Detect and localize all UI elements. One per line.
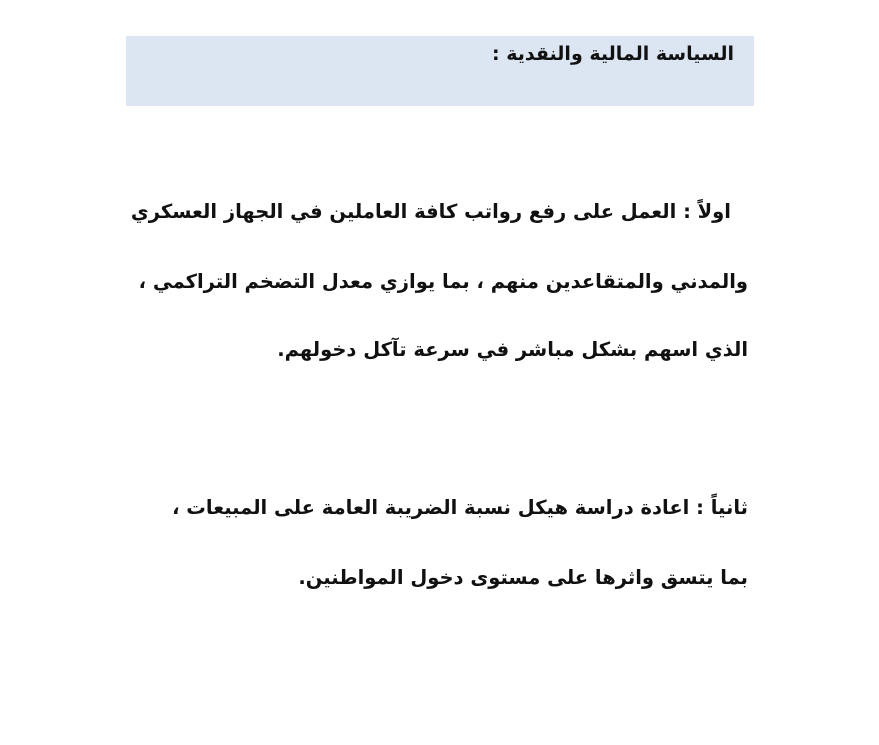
paragraph-2-line-1: ثانياً : اعادة دراسة هيكل نسبة الضريبة العامة على المبيعات ،	[172, 496, 748, 519]
section-heading-box	[126, 36, 754, 106]
section-heading: السياسة المالية والنقدية :	[492, 43, 734, 65]
paragraph-1-line-1: اولاً : العمل على رفع رواتب كافة العاملين في الجهاز العسكري	[130, 200, 731, 223]
paragraph-2-line-2: بما يتسق واثرها على مستوى دخول المواطنين.	[298, 566, 748, 589]
paragraph-1-line-2: والمدني والمتقاعدين منهم ، بما يوازي معدل التضخم التراكمي ،	[138, 270, 748, 293]
paragraph-1-line-3: الذي اسهم بشكل مباشر في سرعة تآكل دخولهم.	[277, 338, 748, 361]
